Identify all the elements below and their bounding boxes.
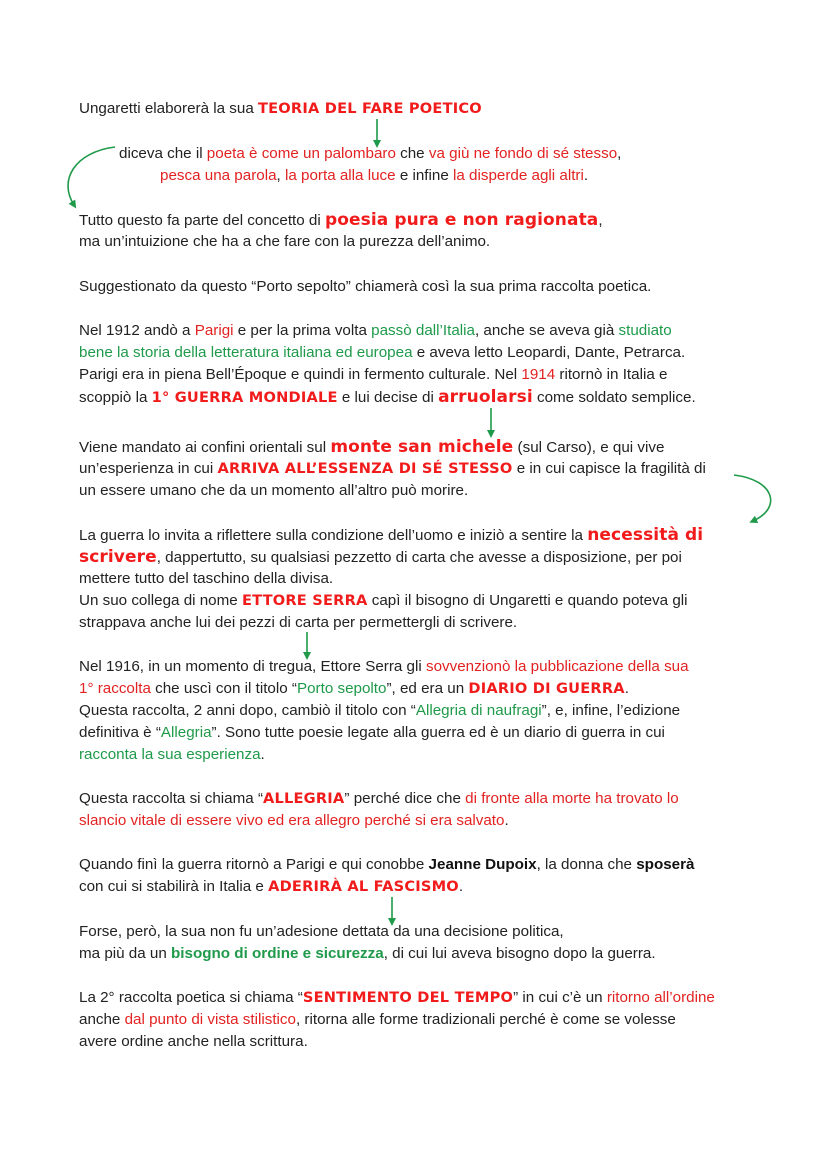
green-text: racconta la sua esperienza (79, 746, 261, 763)
text: Tutto questo fa parte del concetto di (79, 212, 325, 229)
highlight-text: ALLEGRIA (263, 790, 345, 807)
green-text: bene la storia della letteratura italiana ed europea (79, 344, 413, 361)
text-line (79, 568, 333, 590)
text: e per la prima volta (233, 322, 372, 339)
text: ma un’intuizione che ha a che fare con la purezza dell’animo. (79, 233, 491, 250)
text-line (79, 722, 665, 744)
text-line (79, 386, 696, 409)
text-line (79, 364, 667, 386)
text: (sul Carso), e qui vive (513, 439, 665, 456)
text-line (119, 143, 621, 165)
text: un essere umano che da un momento all’altro può morire. (79, 482, 469, 499)
text: Ungaretti elaborerà la sua (79, 100, 258, 117)
text-line (79, 1009, 676, 1031)
highlight-text: 1° GUERRA MONDIALE (151, 389, 338, 406)
text-line (79, 1031, 308, 1053)
text: , di cui lui aveva bisogno dopo la guerra. (383, 945, 656, 962)
text-line (79, 524, 703, 547)
text: e in cui capisce la fragilità di (512, 460, 706, 477)
red-text: la porta alla luce (284, 167, 396, 184)
text-line (79, 98, 482, 120)
highlight-text: necessità di (587, 525, 704, 545)
text: che uscì con il titolo “ (150, 680, 297, 697)
text: , (598, 212, 603, 229)
green-text: Allegria (160, 724, 212, 741)
text: Suggestionato da questo “Porto sepolto” chiamerà così la sua prima raccolta poetica. (79, 278, 652, 295)
green-text: Allegria di naufragi (415, 702, 542, 719)
text: e lui decise di (337, 389, 439, 406)
red-text: sovvenzionò la pubblicazione della sua (425, 658, 689, 675)
text-line (79, 612, 517, 634)
highlight-text: monte san michele (330, 437, 514, 457)
text-line (79, 876, 463, 898)
green-bold-text: bisogno di ordine e sicurezza (171, 945, 384, 962)
text: Viene mandato ai confini orientali sul (79, 439, 331, 456)
highlight-text: ADERIRÀ AL FASCISMO (268, 878, 459, 895)
text: Quando finì la guerra ritornò a Parigi e qui conobbe (79, 856, 429, 873)
red-text: Parigi (194, 322, 234, 339)
text: Parigi era in piena Bell’Époque e quindi in fermento culturale. Nel (79, 366, 522, 383)
red-text: 1914 (521, 366, 556, 383)
text-line (79, 276, 651, 298)
text-line (79, 854, 694, 876)
text: Questa raccolta si chiama “ (79, 790, 264, 807)
bold-text: sposerà (636, 856, 695, 873)
red-text: pesca una parola (160, 167, 277, 184)
text: capì il bisogno di Ungaretti e quando poteva gli (367, 592, 688, 609)
highlight-text: scrivere (79, 547, 157, 567)
text: , dappertutto, su qualsiasi pezzetto di carta che avesse a disposizione, per poi (156, 549, 682, 566)
text: , ritorna alle forme tradizionali perché è come se volesse (295, 1011, 676, 1028)
text: Nel 1916, in un momento di tregua, Ettore Serra gli (79, 658, 426, 675)
text: . (458, 878, 464, 895)
text: ” perché dice che (344, 790, 466, 807)
text-line (79, 678, 629, 700)
text-line (79, 921, 564, 943)
text: ”, ed era un (386, 680, 469, 697)
text: anche (79, 1011, 125, 1028)
curved-arrow-icon (68, 147, 115, 205)
text: scoppiò la (79, 389, 152, 406)
text: e aveva letto Leopardi, Dante, Petrarca. (412, 344, 686, 361)
red-text: di fronte alla morte ha trovato lo (465, 790, 679, 807)
text-line (79, 436, 664, 459)
text: , (276, 167, 285, 184)
highlight-text: poesia pura e non ragionata (324, 210, 599, 230)
text-line (79, 209, 603, 232)
red-text: la disperde agli altri (453, 167, 584, 184)
text: La guerra lo invita a riflettere sulla condizione dell’uomo e iniziò a sentire la (79, 527, 588, 544)
highlight-text: ARRIVA ALL’ESSENZA DI SÉ STESSO (217, 460, 513, 477)
text: strappava anche lui dei pezzi di carta per permettergli di scrivere. (79, 614, 518, 631)
text: Questa raccolta, 2 anni dopo, cambiò il titolo con “ (79, 702, 416, 719)
text: che (395, 145, 429, 162)
text-line (79, 231, 490, 253)
text-line (79, 458, 706, 480)
text-line (79, 590, 688, 612)
text: ma più da un (79, 945, 172, 962)
red-text: 1° raccolta (79, 680, 151, 697)
red-text: va giù ne fondo di sé stesso (428, 145, 618, 162)
text: e infine (395, 167, 454, 184)
text: come soldato semplice. (532, 389, 696, 406)
text: . (583, 167, 589, 184)
red-text: poeta è come un palombaro (206, 145, 396, 162)
text-line (79, 546, 682, 569)
text: definitiva è “ (79, 724, 161, 741)
text: La 2° raccolta poetica si chiama “ (79, 989, 303, 1006)
text: , anche se aveva già (474, 322, 619, 339)
text: . (504, 812, 509, 829)
red-text: ritorno all’ordine (606, 989, 715, 1006)
text: Forse, però, la sua non fu un’adesione dettata da una decisione politica, (79, 923, 564, 940)
text-line (160, 165, 588, 187)
text: Nel 1912 andò a (79, 322, 195, 339)
text: diceva che il (119, 145, 207, 162)
text: ” in cui c’è un (513, 989, 607, 1006)
text: ritornò in Italia e (555, 366, 668, 383)
text: mettere tutto del taschino della divisa. (79, 570, 334, 587)
text: Un suo collega di nome (79, 592, 242, 609)
text-line (79, 810, 509, 832)
highlight-text: arruolarsi (438, 387, 533, 407)
red-text: slancio vitale di essere vivo ed era allegro perché si era salvato (79, 812, 505, 829)
text: ”, e, infine, l’edizione (541, 702, 681, 719)
highlight-text: DIARIO DI GUERRA (468, 680, 625, 697)
curved-arrow-icon (734, 475, 771, 521)
highlight-text: SENTIMENTO DEL TEMPO (302, 989, 514, 1006)
text-line (79, 656, 689, 678)
green-text: studiato (618, 322, 672, 339)
red-text: dal punto di vista stilistico (124, 1011, 296, 1028)
text-line (79, 342, 685, 364)
text: , la donna che (536, 856, 637, 873)
text-line (79, 788, 679, 810)
highlight-text: ETTORE SERRA (241, 592, 368, 609)
text-line (79, 480, 468, 502)
text: avere ordine anche nella scrittura. (79, 1033, 308, 1050)
text-line (79, 987, 715, 1009)
text: . (624, 680, 629, 697)
text: , (617, 145, 622, 162)
green-text: passò dall’Italia (371, 322, 475, 339)
text: ”. Sono tutte poesie legate alla guerra ed è un diario di guerra in cui (211, 724, 665, 741)
green-text: Porto sepolto (296, 680, 387, 697)
text: con cui si stabilirà in Italia e (79, 878, 269, 895)
text: . (260, 746, 265, 763)
text-line (79, 320, 672, 342)
text-line (79, 744, 265, 766)
text: un’esperienza in cui (79, 460, 218, 477)
text-line (79, 943, 656, 965)
bold-text: Jeanne Dupoix (428, 856, 537, 873)
text-line (79, 700, 680, 722)
highlight-text: TEORIA DEL FARE POETICO (257, 100, 482, 117)
